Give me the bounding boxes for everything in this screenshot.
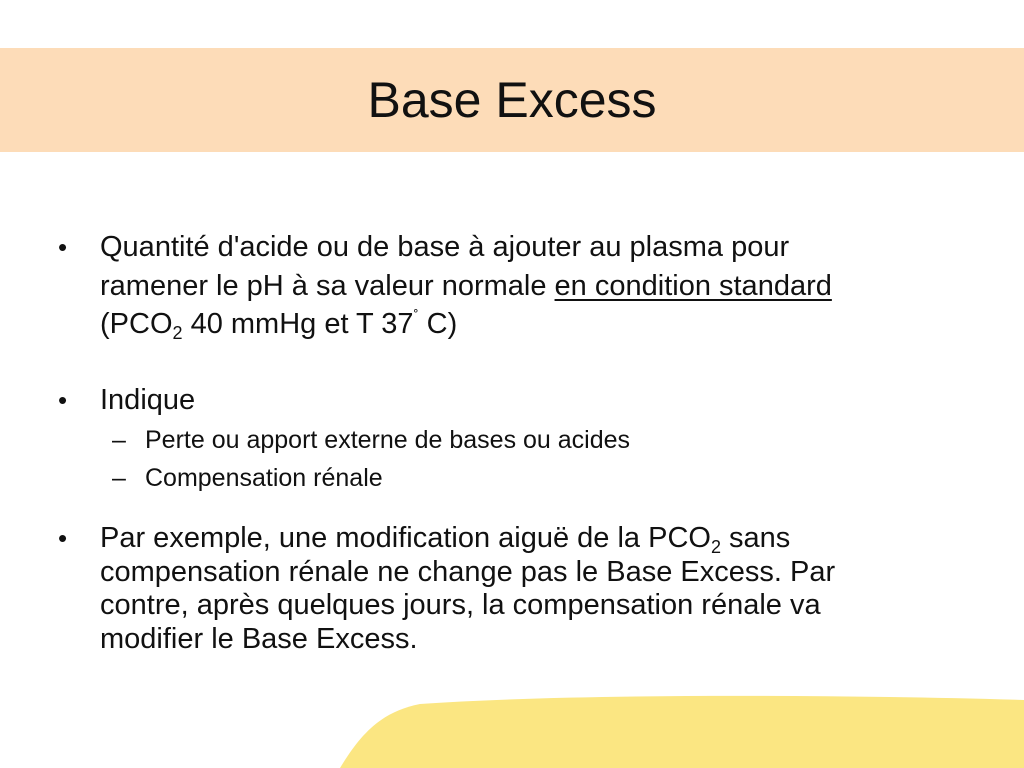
bullet-marker: •	[58, 232, 68, 262]
sub-item-text: Compensation rénale	[145, 464, 383, 492]
sub-item-external-loss	[112, 425, 630, 455]
example-line-1	[100, 522, 980, 556]
sub-item-text: Perte ou apport externe de bases ou acides	[145, 426, 631, 454]
slide-title: Base Excess	[367, 72, 657, 128]
sub-item-dash: –	[112, 426, 126, 454]
definition-line-3	[100, 305, 980, 344]
bullet-definition-text	[100, 228, 980, 344]
pco2-subscript: 2	[710, 537, 721, 557]
example-line-3: contre, après quelques jours, la compensation rénale va	[100, 589, 821, 621]
bullet-marker: •	[58, 385, 68, 415]
bullet-example-text	[100, 522, 980, 656]
indique-label: Indique	[100, 384, 196, 416]
definition-line-1: Quantité d'acide ou de base à ajouter au plasma pour	[100, 231, 790, 263]
bullet-marker: •	[58, 523, 68, 553]
sub-item-renal-compensation	[112, 463, 383, 493]
standard-condition-underlined: en condition standard	[554, 269, 832, 302]
example-line-4: modifier le Base Excess.	[100, 622, 418, 655]
pco2-subscript: 2	[172, 323, 183, 343]
example-line-1-prefix: Par exemple, une modification aiguë de la PCO	[100, 522, 711, 554]
sub-item-dash: –	[112, 464, 126, 492]
degree-symbol: ˚	[413, 308, 419, 325]
pco2-open: (PCO	[100, 308, 173, 340]
example-line-2: compensation rénale ne change pas le Base Excess. Par	[100, 555, 836, 588]
example-line-1-suffix: sans	[720, 522, 791, 554]
conditions-close: C)	[418, 308, 458, 340]
conditions-mid: 40 mmHg et T 37	[182, 308, 414, 340]
definition-line-2-prefix: ramener le pH à sa valeur normale	[100, 269, 555, 302]
definition-line-2	[100, 267, 980, 306]
